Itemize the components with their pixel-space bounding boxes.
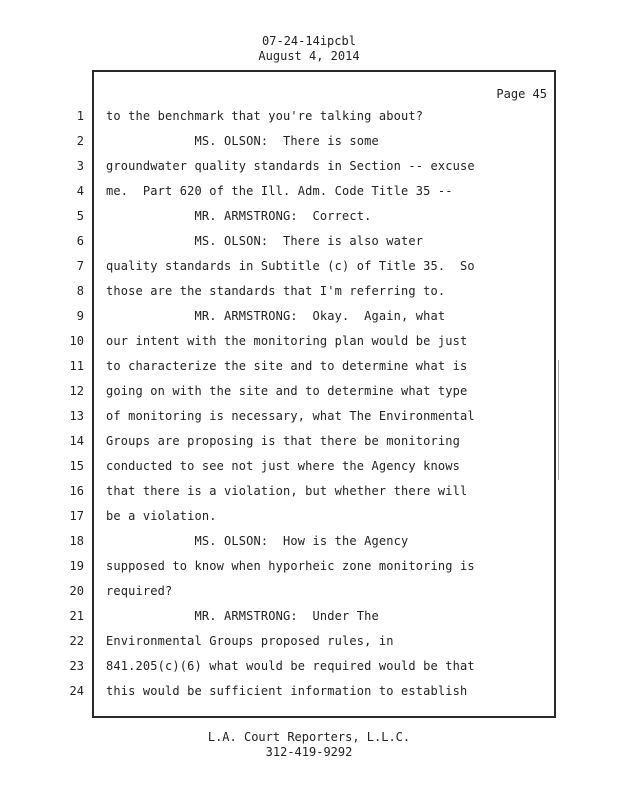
- transcript-line: [0, 429, 618, 454]
- transcript-line: [0, 179, 618, 204]
- line-text: MS. OLSON: How is the Agency: [106, 534, 409, 548]
- line-number: 14: [69, 434, 84, 448]
- transcript-line: [0, 204, 618, 229]
- line-number: 6: [76, 234, 84, 248]
- transcript-line: [0, 129, 618, 154]
- line-text: MS. OLSON: There is also water: [106, 234, 424, 248]
- page-number: Page 45: [496, 87, 547, 101]
- transcript-line: [0, 154, 618, 179]
- line-text: MR. ARMSTRONG: Correct.: [106, 209, 372, 223]
- transcript-line: [0, 554, 618, 579]
- line-text: me. Part 620 of the Ill. Adm. Code Title 35 --: [106, 184, 453, 198]
- transcript-line: [0, 379, 618, 404]
- line-text: 841.205(c)(6) what would be required would be that: [106, 659, 475, 673]
- line-number: 18: [69, 534, 84, 548]
- line-text: going on with the site and to determine what type: [106, 384, 468, 398]
- line-number: 12: [69, 384, 84, 398]
- line-number: 21: [69, 609, 84, 623]
- line-number: 20: [69, 584, 84, 598]
- line-number: 10: [69, 334, 84, 348]
- reporter-company: L.A. Court Reporters, L.L.C.: [207, 730, 411, 744]
- transcript-line: [0, 479, 618, 504]
- line-number: 3: [76, 159, 84, 173]
- transcript-line: [0, 454, 618, 479]
- transcript-line: [0, 579, 618, 604]
- transcript-line: [0, 679, 618, 704]
- line-text: MR. ARMSTRONG: Under The: [106, 609, 379, 623]
- transcript-line: [0, 279, 618, 304]
- transcript-line: [0, 529, 618, 554]
- line-text: of monitoring is necessary, what The Environmental: [106, 409, 475, 423]
- line-text: Environmental Groups proposed rules, in: [106, 634, 394, 648]
- line-number: 11: [69, 359, 84, 373]
- line-number: 22: [69, 634, 84, 648]
- line-text: MS. OLSON: There is some: [106, 134, 379, 148]
- transcript-file-id: 07-24-14ipcbl: [262, 34, 356, 48]
- line-number: 1: [76, 109, 84, 123]
- line-number: 23: [69, 659, 84, 673]
- transcript-date: August 4, 2014: [258, 49, 360, 63]
- line-number: 13: [69, 409, 84, 423]
- line-number: 7: [76, 259, 84, 273]
- line-number: 16: [69, 484, 84, 498]
- reporter-phone: 312-419-9292: [265, 745, 353, 759]
- line-text: to the benchmark that you're talking about?: [106, 109, 424, 123]
- line-number: 4: [76, 184, 84, 198]
- line-text: this would be sufficient information to establish: [106, 684, 468, 698]
- line-text: to characterize the site and to determine what is: [106, 359, 468, 373]
- line-text: groundwater quality standards in Section -- excuse: [106, 159, 475, 173]
- line-text: those are the standards that I'm referring to.: [106, 284, 446, 298]
- line-number: 15: [69, 459, 84, 473]
- line-number: 17: [69, 509, 84, 523]
- transcript-lines: [0, 104, 618, 704]
- transcript-line: [0, 254, 618, 279]
- line-number: 9: [76, 309, 84, 323]
- line-text: that there is a violation, but whether there will: [106, 484, 468, 498]
- page-header: [0, 34, 618, 64]
- line-number: 19: [69, 559, 84, 573]
- page-footer: [0, 730, 618, 760]
- transcript-line: [0, 604, 618, 629]
- transcript-line: [0, 354, 618, 379]
- line-text: our intent with the monitoring plan would be just: [106, 334, 468, 348]
- transcript-line: [0, 229, 618, 254]
- transcript-line: [0, 629, 618, 654]
- line-text: supposed to know when hyporheic zone monitoring is: [106, 559, 475, 573]
- line-text: quality standards in Subtitle (c) of Title 35. So: [106, 259, 475, 273]
- line-text: Groups are proposing is that there be monitoring: [106, 434, 460, 448]
- transcript-line: [0, 504, 618, 529]
- transcript-line: [0, 404, 618, 429]
- line-number: 2: [76, 134, 84, 148]
- line-number: 24: [69, 684, 84, 698]
- transcript-line: [0, 329, 618, 354]
- line-number: 8: [76, 284, 84, 298]
- line-text: MR. ARMSTRONG: Okay. Again, what: [106, 309, 446, 323]
- transcript-line: [0, 654, 618, 679]
- line-number: 5: [76, 209, 84, 223]
- line-text: required?: [106, 584, 173, 598]
- transcript-line: [0, 304, 618, 329]
- line-text: conducted to see not just where the Agency knows: [106, 459, 460, 473]
- transcript-line: [0, 104, 618, 129]
- line-text: be a violation.: [106, 509, 217, 523]
